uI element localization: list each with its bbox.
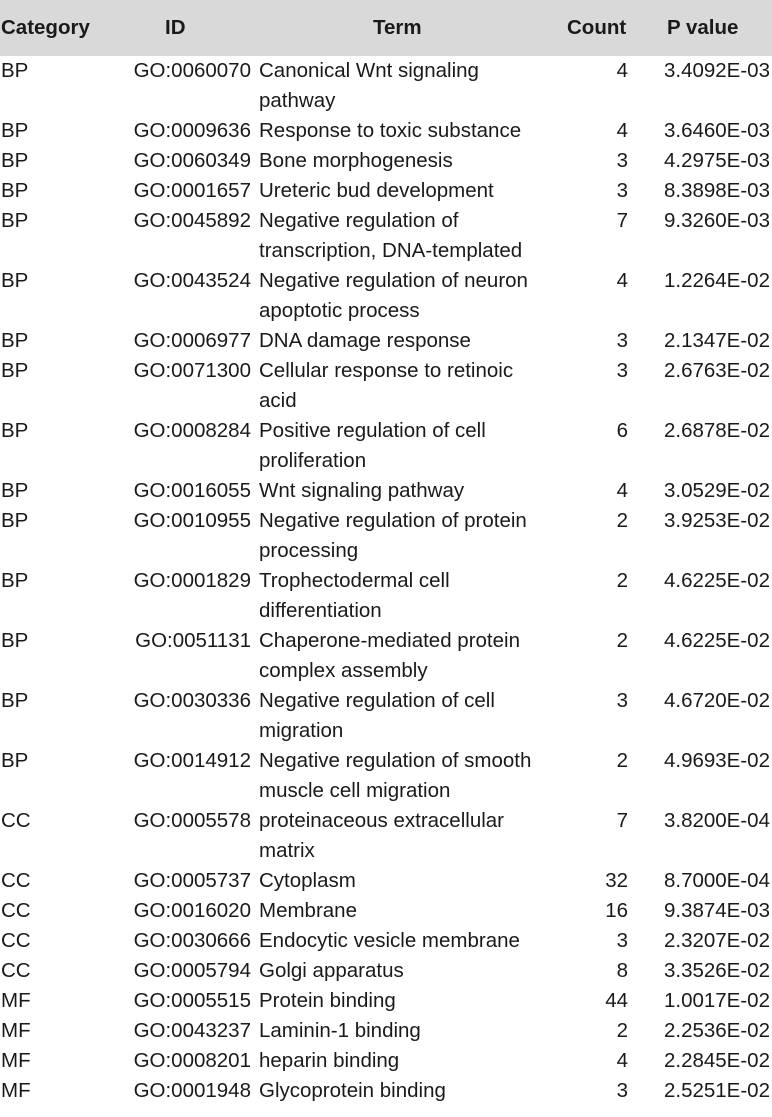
cell-p-value: 3.8200E-04: [663, 809, 770, 832]
table-row: [0, 686, 772, 746]
table-row: [0, 866, 772, 896]
cell-category: CC: [1, 929, 31, 952]
cell-term: Negative regulation of smooth muscle cell migration: [259, 749, 532, 802]
cell-category: BP: [1, 329, 29, 352]
cell-category: BP: [1, 629, 29, 652]
table-row: [0, 146, 772, 176]
table-row: [0, 56, 772, 116]
cell-term: Negative regulation of transcription, DNA-templated: [259, 209, 523, 262]
cell-count: 2: [616, 629, 628, 652]
cell-p-value: 3.0529E-02: [663, 479, 770, 502]
cell-term: Cellular response to retinoic acid: [259, 359, 514, 412]
cell-p-value: 4.6225E-02: [663, 569, 770, 592]
cell-count: 7: [616, 809, 628, 832]
cell-term: heparin binding: [259, 1049, 400, 1072]
table-row: [0, 416, 772, 476]
table-row: [0, 326, 772, 356]
table-row: [0, 956, 772, 986]
cell-term: Bone morphogenesis: [259, 149, 453, 172]
cell-id: GO:0016055: [133, 479, 251, 502]
cell-id: GO:0005578: [133, 809, 251, 832]
cell-category: CC: [1, 899, 31, 922]
cell-p-value: 2.2845E-02: [663, 1049, 770, 1072]
cell-category: MF: [1, 1019, 31, 1042]
cell-category: MF: [1, 989, 31, 1012]
cell-term: Negative regulation of cell migration: [259, 689, 495, 742]
cell-count: 2: [616, 749, 628, 772]
cell-term: proteinaceous extracellular matrix: [259, 809, 504, 862]
cell-count: 3: [616, 359, 628, 382]
header-count: Count: [567, 16, 627, 39]
cell-count: 2: [616, 1019, 628, 1042]
table-row: [0, 356, 772, 416]
header-term: Term: [373, 16, 422, 39]
cell-term: Membrane: [259, 899, 357, 922]
cell-term: Glycoprotein binding: [259, 1079, 446, 1102]
cell-p-value: 2.6878E-02: [663, 419, 770, 442]
cell-term: DNA damage response: [259, 329, 471, 352]
cell-count: 4: [616, 59, 628, 82]
cell-count: 4: [616, 1049, 628, 1072]
cell-id: GO:0008284: [133, 419, 251, 442]
table-row: [0, 506, 772, 566]
cell-id: GO:0001948: [133, 1079, 251, 1102]
cell-category: BP: [1, 149, 29, 172]
cell-category: BP: [1, 59, 29, 82]
cell-id: GO:0030666: [133, 929, 251, 952]
cell-p-value: 1.0017E-02: [663, 989, 770, 1012]
cell-id: GO:0043524: [133, 269, 251, 292]
cell-category: BP: [1, 119, 29, 142]
table-row: [0, 1076, 772, 1106]
cell-term: Ureteric bud development: [259, 179, 494, 202]
cell-category: MF: [1, 1049, 31, 1072]
header-p-value: P value: [667, 16, 739, 39]
cell-p-value: 2.6763E-02: [663, 359, 770, 382]
cell-count: 3: [616, 149, 628, 172]
cell-category: BP: [1, 479, 29, 502]
cell-p-value: 4.6720E-02: [663, 689, 770, 712]
cell-id: GO:0005737: [133, 869, 251, 892]
table-row: [0, 176, 772, 206]
cell-id: GO:0060070: [133, 59, 251, 82]
cell-p-value: 2.5251E-02: [663, 1079, 770, 1102]
cell-category: BP: [1, 269, 29, 292]
cell-term: Positive regulation of cell proliferation: [259, 419, 486, 472]
cell-p-value: 9.3260E-03: [663, 209, 770, 232]
table-row: [0, 626, 772, 686]
table-row: [0, 1046, 772, 1076]
cell-p-value: 3.6460E-03: [663, 119, 770, 142]
cell-id: GO:0001829: [133, 569, 251, 592]
cell-count: 4: [616, 269, 628, 292]
cell-id: GO:0051131: [135, 629, 251, 652]
cell-category: BP: [1, 209, 29, 232]
cell-count: 3: [616, 329, 628, 352]
cell-count: 16: [605, 899, 628, 922]
table-row: [0, 206, 772, 266]
table-row: [0, 476, 772, 506]
cell-id: GO:0005515: [133, 989, 251, 1012]
cell-p-value: 2.1347E-02: [663, 329, 770, 352]
cell-category: MF: [1, 1079, 31, 1102]
cell-id: GO:0001657: [133, 179, 251, 202]
table-row: [0, 926, 772, 956]
cell-p-value: 8.7000E-04: [663, 869, 770, 892]
cell-term: Laminin-1 binding: [259, 1019, 421, 1042]
cell-term: Response to toxic substance: [259, 119, 522, 142]
cell-p-value: 3.4092E-03: [663, 59, 770, 82]
cell-count: 4: [616, 119, 628, 142]
cell-p-value: 9.3874E-03: [663, 899, 770, 922]
cell-count: 8: [616, 959, 628, 982]
table-row: [0, 986, 772, 1016]
cell-p-value: 8.3898E-03: [663, 179, 770, 202]
table-row: [0, 266, 772, 326]
cell-id: GO:0016020: [133, 899, 251, 922]
cell-id: GO:0030336: [133, 689, 251, 712]
cell-category: CC: [1, 959, 31, 982]
cell-p-value: 3.3526E-02: [663, 959, 770, 982]
cell-count: 3: [616, 929, 628, 952]
table-row: [0, 566, 772, 626]
cell-count: 6: [616, 419, 628, 442]
cell-id: GO:0006977: [133, 329, 251, 352]
cell-p-value: 1.2264E-02: [663, 269, 770, 292]
cell-term: Cytoplasm: [259, 869, 356, 892]
cell-p-value: 4.6225E-02: [663, 629, 770, 652]
cell-count: 4: [616, 479, 628, 502]
cell-id: GO:0008201: [133, 1049, 251, 1072]
cell-id: GO:0071300: [133, 359, 251, 382]
cell-term: Trophectodermal cell differentiation: [259, 569, 450, 622]
cell-p-value: 2.2536E-02: [663, 1019, 770, 1042]
cell-term: Endocytic vesicle membrane: [259, 929, 520, 952]
cell-term: Golgi apparatus: [259, 959, 404, 982]
cell-count: 2: [616, 509, 628, 532]
cell-p-value: 3.9253E-02: [663, 509, 770, 532]
cell-id: GO:0043237: [133, 1019, 251, 1042]
cell-term: Chaperone-mediated protein complex assembly: [259, 629, 520, 682]
cell-count: 7: [616, 209, 628, 232]
table-row: [0, 116, 772, 146]
cell-count: 44: [605, 989, 628, 1012]
cell-p-value: 4.2975E-03: [663, 149, 770, 172]
cell-category: BP: [1, 179, 29, 202]
cell-id: GO:0045892: [133, 209, 251, 232]
cell-id: GO:0005794: [133, 959, 251, 982]
header-category: Category: [1, 16, 90, 39]
table-row: [0, 896, 772, 926]
cell-category: BP: [1, 689, 29, 712]
cell-category: BP: [1, 359, 29, 382]
table-row: [0, 746, 772, 806]
cell-id: GO:0014912: [133, 749, 251, 772]
cell-term: Wnt signaling pathway: [259, 479, 465, 502]
cell-id: GO:0009636: [133, 119, 251, 142]
cell-category: BP: [1, 419, 29, 442]
header-row: [0, 0, 772, 56]
cell-category: CC: [1, 809, 31, 832]
cell-p-value: 2.3207E-02: [663, 929, 770, 952]
cell-category: BP: [1, 569, 29, 592]
cell-category: BP: [1, 749, 29, 772]
cell-category: CC: [1, 869, 31, 892]
cell-id: GO:0060349: [133, 149, 251, 172]
header-id: ID: [165, 16, 186, 39]
cell-count: 3: [616, 179, 628, 202]
cell-term: Protein binding: [259, 989, 396, 1012]
table-row: [0, 806, 772, 866]
cell-count: 2: [616, 569, 628, 592]
cell-count: 32: [605, 869, 628, 892]
table-row: [0, 1016, 772, 1046]
cell-count: 3: [616, 689, 628, 712]
cell-id: GO:0010955: [133, 509, 251, 532]
cell-category: BP: [1, 509, 29, 532]
cell-term: Negative regulation of neuron apoptotic process: [259, 269, 528, 322]
cell-term: Canonical Wnt signaling pathway: [259, 59, 479, 112]
cell-p-value: 4.9693E-02: [663, 749, 770, 772]
cell-term: Negative regulation of protein processing: [259, 509, 527, 562]
cell-count: 3: [616, 1079, 628, 1102]
